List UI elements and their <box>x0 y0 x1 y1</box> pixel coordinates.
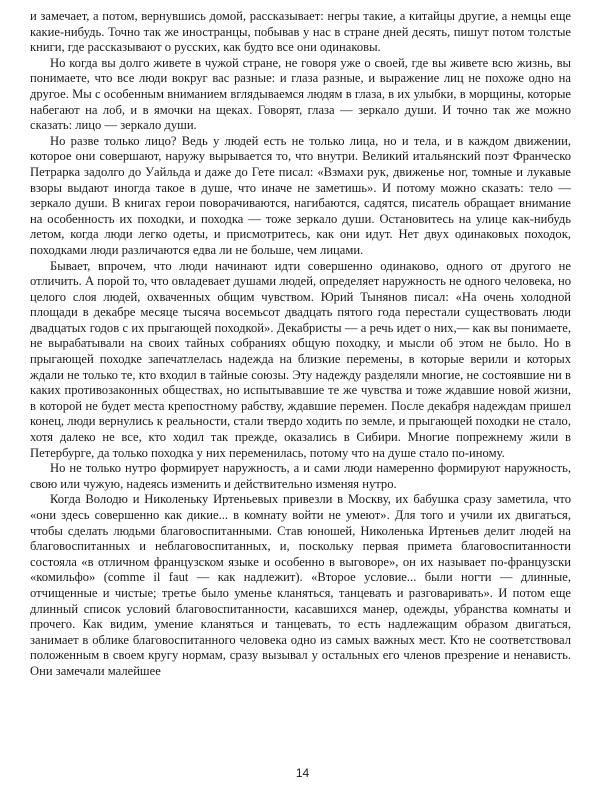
page-body <box>30 9 571 680</box>
page-number: 14 <box>295 766 310 780</box>
paragraph-3: Но разве только лицо? Ведь у людей есть не только лица, но и тела, и в каждом движении, которое они совершают, наружу вырывается то, что внутри. Великий итальянский поэт Франческо Петрарка задолго до Уайльда и даже до Гете писал: «Взмахи рук, движенье ног, томные и лукавые взоры выдают иногда такое в душе, что иначе не заметишь». И потому можно сказать: тело — зеркало души. В книгах герои поворачиваются, нагибаются, садятся, писатель обращает внимание на особенность их походки, и походка — тоже зеркало души. Остановитесь на улице как-нибудь летом, когда люди легко одеты, и присмотритесь, как они идут. Нет двух одинаковых походок, походками люди различаются едва ли не больше, чем лицами. <box>30 133 571 257</box>
paragraph-6: Когда Володю и Николеньку Иртеньевых привезли в Москву, их бабушка сразу заметила, что «они здесь совершенно как дикие... в комнату войти не умеют». Для того и учили их двигаться, чтобы сделать людьми благовоспитанными. Став юношей, Николенька Иртеньев делит людей на благовоспитанных и неблаговоспитанных, и, поскольку первая примета благовоспитанности состояла «в отличном французском языке и особенно в выговоре», он их называет по-французски «комильфо» (comme il faut — как надлежит). «Второе условие... были ногти — длинные, отчищенные и чистые; третье было уменье кланяться, танцевать и разговаривать». И потом еще длинный список условий благовоспитанности, касавшихся манер, одежды, убранства комнаты и прочего. Как видим, умение кланяться и танцевать, то есть надлежащим образом двигаться, занимает в облике благовоспитанного человека одно из самых важных мест. Кто не соответствовал положенным в своем кругу нормам, сразу вызывал у остальных его членов презрение и ненависть. Они замечали малейшее <box>30 492 571 678</box>
paragraph-2: Но когда вы долго живете в чужой стране, не говоря уже о своей, где вы живете всю жизнь, вы понимаете, что все люди вокруг вас разные: и глаза разные, и выражение лиц не похоже одно на другое. Мы с особенным вниманием вглядываемся людям в глаза, в их улыбки, в морщины, которые набегают на лоб, и в ямочки на щеках. Говорят, глаза — зеркало души. И точно так же можно сказать: лицо — зеркало души. <box>30 55 571 133</box>
paragraph-1: и замечает, а потом, вернувшись домой, рассказывает: негры такие, а китайцы другие, а немцы еще какие-нибудь. Точно так же иностранцы, побывав у нас в стране дней десять, пишут потом толстые книги, где рассказывают о русских, как будто все они одинаковы. <box>30 9 571 55</box>
paragraph-4: Бывает, впрочем, что люди начинают идти совершенно одинаково, одного от другого не отличить. А порой то, что овладевает душами людей, определяет наружность не одного человека, но целого слоя людей, охваченных общим чувством. Юрий Тынянов писал: «На очень холодной площади в декабре месяце тысяча восемьсот двадцать пятого года перестали существовать люди двадцатых годов с их прыгающей походкой». Декабристы — а речь идет о них,— как вы понимаете, не вырабатывали на своих тайных собраниях общую походку, и мысли об этом не было. Но в прыгающей походке запечатлелась надежда на близкие перемены, в которые верили и которых ждали не только те, кто входил в тайные союзы. Эту надежду разделяли многие, не состоявшие ни в каких противозаконных обществах, но испытывавшие те же чувства и тоже ждавшие новой жизни, в которой не будет места крепостному рабству, ждавшие перемен. После декабря надеждам пришел конец, люди вернулись к реальности, стали твердо ходить по земле, и прыгающей походки не стало, хотя далеко не все, кто ходил так прежде, оказались в Сибири. Многие попрежнему жили в Петербурге, да только походка у них переменилась, потому что на душе стало по-иному. <box>30 258 571 460</box>
paragraph-5: Но не только нутро формирует наружность, а и сами люди намеренно формируют наружность, свою или чужую, надеясь изменить и действительно изменяя нутро. <box>30 461 571 491</box>
